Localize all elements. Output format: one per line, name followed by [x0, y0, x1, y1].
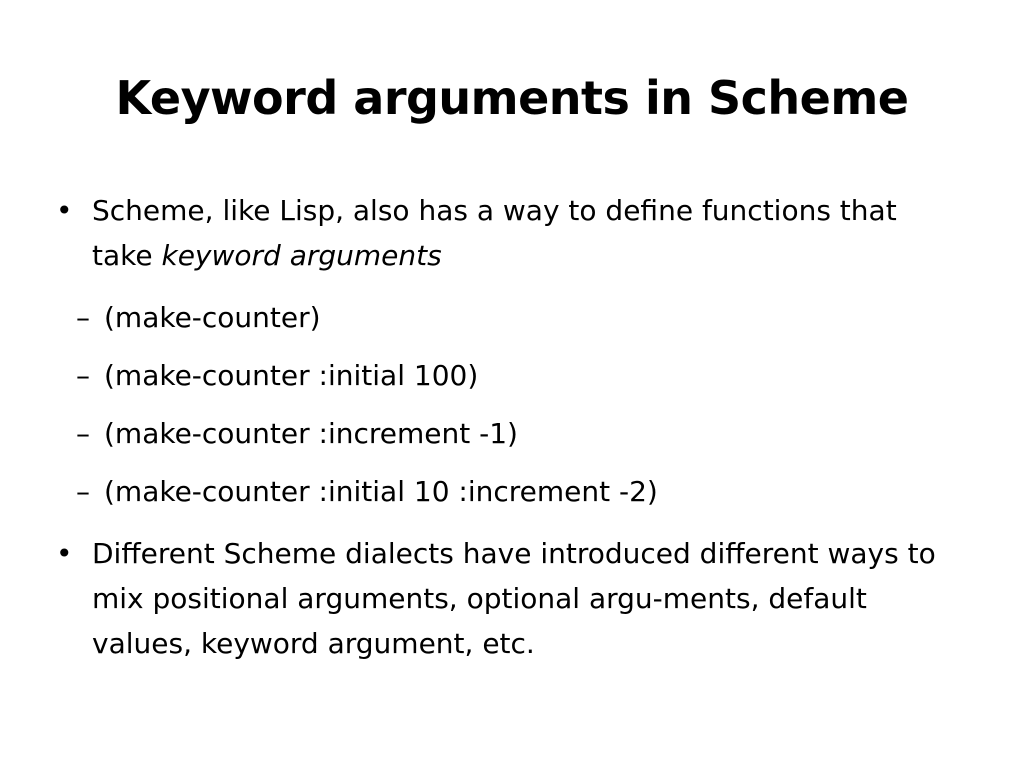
dash-marker: –: [76, 359, 90, 392]
dash-marker: –: [76, 417, 90, 450]
dash-marker: –: [76, 475, 90, 508]
bullet-marker: •: [56, 194, 73, 227]
bullet-2-text: Different Scheme dialects have introduced different ways to mix positional arguments, optional argu-ments, default values, keyword argument, etc.: [92, 537, 936, 660]
sub-item: [56, 463, 956, 521]
sub-list: [56, 289, 956, 521]
sub-item: [56, 347, 956, 405]
sub-item-text: (make-counter :initial 10 :increment -2): [104, 475, 658, 508]
sub-item-text: (make-counter :increment -1): [104, 417, 518, 450]
sub-item-text: (make-counter :initial 100): [104, 359, 479, 392]
slide-title: Keyword arguments in Scheme: [115, 71, 909, 125]
bullet-item-2: [56, 531, 956, 666]
slide-content: [56, 188, 956, 666]
bullet-item-1: [56, 188, 956, 278]
dash-marker: –: [76, 301, 90, 334]
sub-item-text: (make-counter): [104, 301, 321, 334]
bullet-1-text: Scheme, like Lisp, also has a way to define functions that take: [92, 194, 897, 272]
sub-item: [56, 405, 956, 463]
bullet-marker: •: [56, 537, 73, 570]
sub-item: [56, 289, 956, 347]
bullet-1-emphasis: keyword arguments: [161, 239, 442, 272]
